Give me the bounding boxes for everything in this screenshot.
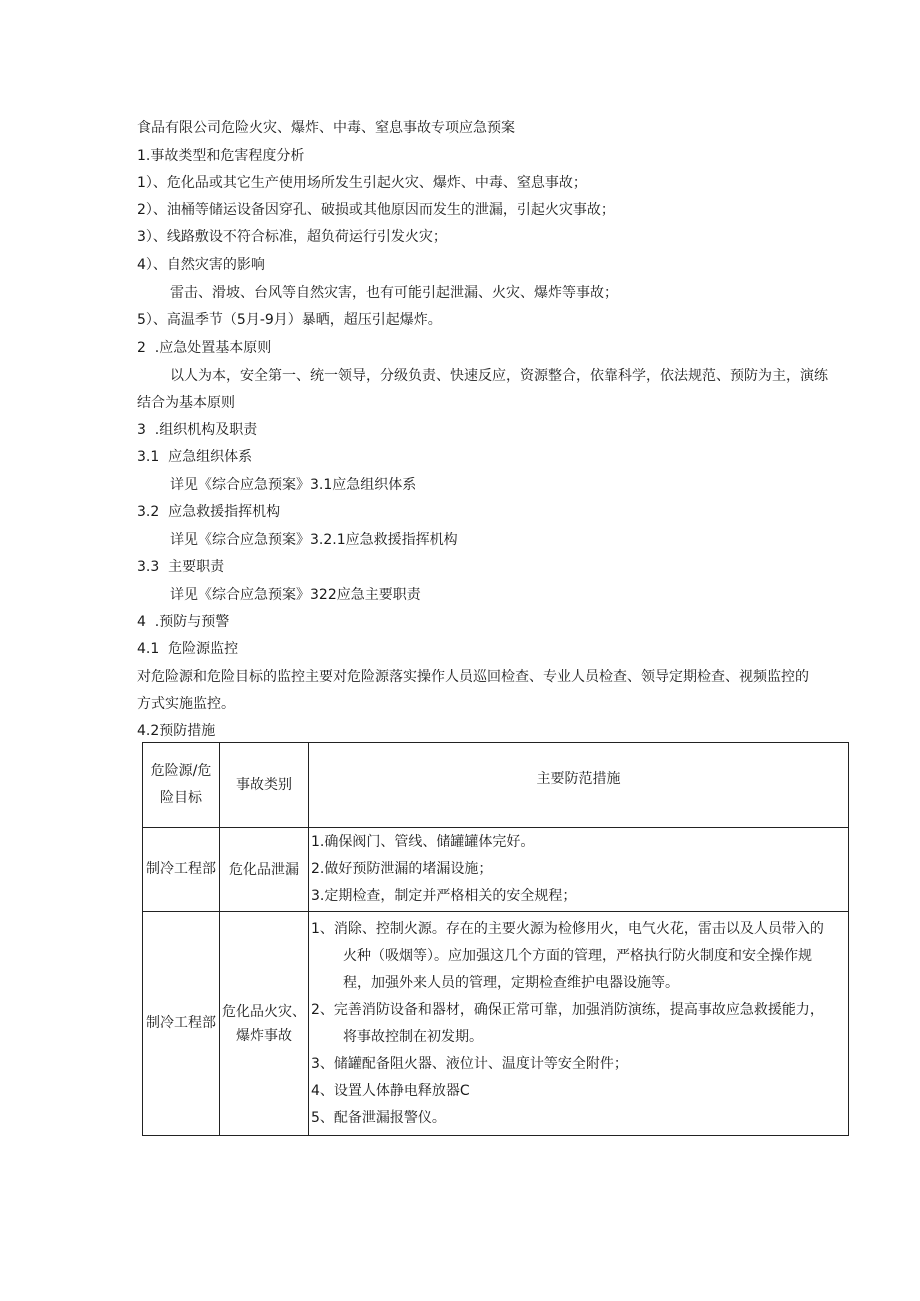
section-3-3-text: 详见《综合应急预案》322应急主要职责 <box>170 587 421 603</box>
header-cell-source <box>143 743 220 828</box>
row-1-measure-1: 1.确保阀门、管线、储罐罐体完好。 <box>311 834 535 850</box>
header-source-line-1: 危险源/危 <box>150 763 212 779</box>
section-1-item-4-detail: 雷击、滑坡、台风等自然灾害，也有可能引起泄漏、火灾、爆炸等事故； <box>170 285 618 301</box>
section-4-1-heading: 4.1 危险源监控 <box>137 641 239 657</box>
section-2-heading: 2 .应急处置基本原则 <box>137 340 272 356</box>
row-1-source: 制冷工程部 <box>143 828 220 912</box>
row-1-category: 危化品泄漏 <box>220 828 309 912</box>
section-4-heading: 4 .预防与预警 <box>137 614 230 630</box>
table-row <box>143 912 849 1136</box>
row-2-measure-2-line-2: 将事故控制在初发期。 <box>343 1028 483 1045</box>
row-2-measures <box>309 912 849 1136</box>
section-1-item-2: 2）、油桶等储运设备因穿孔、破损或其他原因而发生的泄漏，引起火灾事故； <box>137 202 615 218</box>
row-2-measure-5: 5、配备泄漏报警仪。 <box>311 1109 446 1126</box>
section-3-2-heading: 3.2 应急救援指挥机构 <box>137 504 281 520</box>
row-2-measure-2-line-1: 2、完善消防设备和器材，确保正常可靠，加强消防演练，提高事故应急救援能力， <box>311 1001 824 1018</box>
section-3-1-text: 详见《综合应急预案》3.1应急组织体系 <box>170 477 417 493</box>
row-1-measures <box>309 828 849 912</box>
row-1-measure-2: 2.做好预防泄漏的堵漏设施； <box>311 861 493 877</box>
section-3-heading: 3 .组织机构及职责 <box>137 422 258 438</box>
section-1-item-4: 4）、自然灾害的影响 <box>137 257 265 273</box>
section-1-heading: 1.事故类型和危害程度分析 <box>137 148 305 164</box>
row-2-category <box>220 912 309 1136</box>
row-2-measure-4: 4、设置人体静电释放器C <box>311 1082 470 1099</box>
section-4-1-text-line-1: 对危险源和危险目标的监控主要对危险源落实操作人员巡回检查、专业人员检查、领导定期检查、视频监控的 <box>137 669 809 685</box>
table-header-row <box>143 743 849 828</box>
prevention-measures-table <box>142 742 849 1136</box>
section-2-text-line-2: 结合为基本原则 <box>137 395 235 411</box>
section-3-3-heading: 3.3 主要职责 <box>137 559 225 575</box>
row-2-source: 制冷工程部 <box>143 912 220 1136</box>
row-2-measure-1-line-3: 程，加强外来人员的管理，定期检查维护电器设施等。 <box>343 974 679 991</box>
section-1-item-1: 1）、危化品或其它生产使用场所发生引起火灾、爆炸、中毒、窒息事故； <box>137 175 587 191</box>
row-2-category-line-1: 危化品火灾、 <box>222 1003 306 1020</box>
section-3-1-heading: 3.1 应急组织体系 <box>137 449 253 465</box>
section-4-2-heading: 4.2预防措施 <box>137 723 216 739</box>
section-2-text-line-1: 以人为本，安全第一、统一领导，分级负责、快速反应，资源整合，依靠科学，依法规范、预防为主，演练 <box>170 368 828 384</box>
header-cell-measures <box>309 743 849 828</box>
row-1-measure-3: 3.定期检查，制定并严格相关的安全规程； <box>311 888 577 904</box>
section-4-1-text-line-2: 方式实施监控。 <box>137 696 235 712</box>
row-2-measure-1-line-1: 1、消除、控制火源。存在的主要火源为检修用火，电气火花，雷击以及人员带入的 <box>311 920 824 937</box>
table-row <box>143 828 849 912</box>
header-source-line-2: 险目标 <box>160 790 202 806</box>
row-2-measure-3: 3、储罐配备阻火器、液位计、温度计等安全附件； <box>311 1055 628 1072</box>
row-2-measure-1-line-2: 火种（吸烟等）。应加强这几个方面的管理，严格执行防火制度和安全操作规 <box>343 947 812 964</box>
document-title: 食品有限公司危险火灾、爆炸、中毒、窒息事故专项应急预案 <box>137 120 515 136</box>
section-1-item-5: 5）、高温季节（5月-9月）暴晒，超压引起爆炸。 <box>137 312 442 328</box>
header-category: 事故类别 <box>236 777 292 793</box>
row-2-category-line-2: 爆炸事故 <box>236 1027 292 1044</box>
section-3-2-text: 详见《综合应急预案》3.2.1应急救援指挥机构 <box>170 532 458 548</box>
header-cell-category <box>220 743 309 828</box>
section-1-item-3: 3）、线路敷设不符合标准，超负荷运行引发火灾； <box>137 229 447 245</box>
header-measures: 主要防范措施 <box>536 771 621 787</box>
